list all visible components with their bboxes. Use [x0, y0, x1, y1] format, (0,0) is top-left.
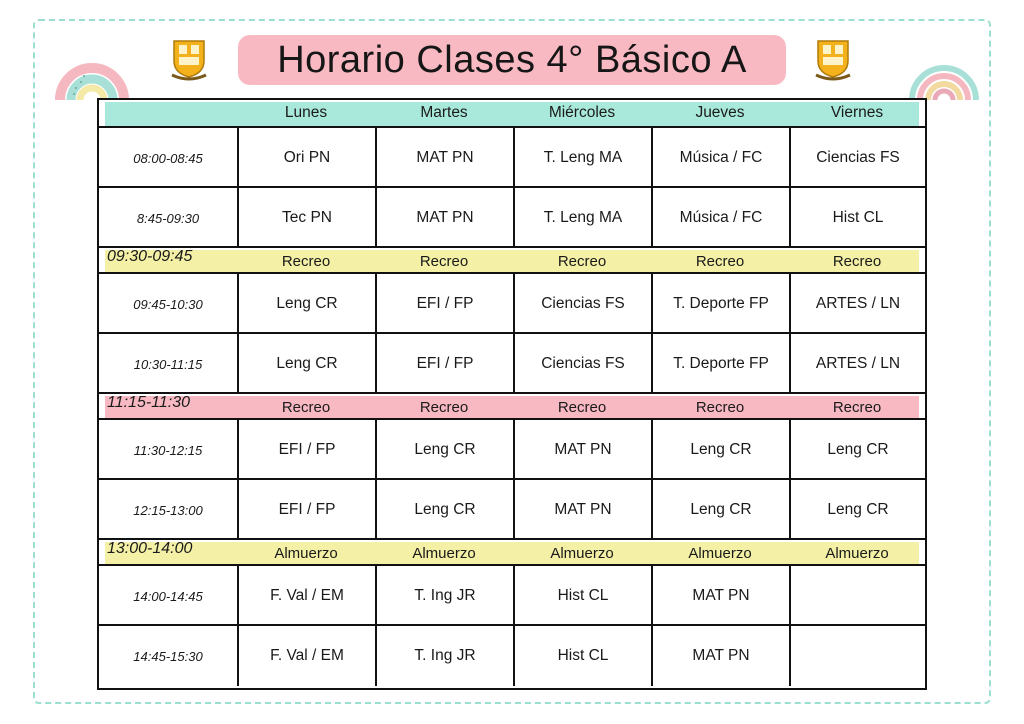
- class-cell: Música / FC: [651, 128, 789, 188]
- time-slot: 11:30-12:15: [133, 442, 203, 458]
- break-cell: Recreo: [557, 252, 607, 270]
- break-cell: Almuerzo: [825, 544, 889, 562]
- school-crest-icon: [812, 35, 854, 83]
- time-slot: 12:15-13:00: [133, 502, 203, 518]
- class-row: [99, 564, 925, 626]
- break-row: [99, 538, 925, 566]
- school-crest-icon: [168, 35, 210, 83]
- class-cell: F. Val / EM: [237, 626, 375, 686]
- class-cell: Hist CL: [789, 188, 925, 248]
- time-slot: 10:30-11:15: [133, 356, 203, 372]
- class-cell: T. Leng MA: [513, 188, 651, 248]
- class-cell: F. Val / EM: [237, 566, 375, 626]
- class-cell: T. Ing JR: [375, 566, 513, 626]
- rainbow-icon: [906, 36, 982, 102]
- class-cell: Música / FC: [651, 188, 789, 248]
- class-cell: Leng CR: [651, 480, 789, 540]
- class-cell: [789, 566, 925, 626]
- class-cell: T. Deporte FP: [651, 274, 789, 334]
- break-time: 11:15-11:30: [107, 394, 191, 411]
- class-row: [99, 186, 925, 248]
- day-header: Viernes: [830, 104, 884, 121]
- break-cell: Recreo: [419, 398, 469, 416]
- class-cell: EFI / FP: [375, 334, 513, 394]
- class-cell: Leng CR: [651, 420, 789, 480]
- class-cell: MAT PN: [375, 128, 513, 188]
- class-cell: EFI / FP: [375, 274, 513, 334]
- break-cell: Almuerzo: [688, 544, 752, 562]
- header-row: [99, 100, 925, 126]
- class-cell: [789, 626, 925, 686]
- day-header: Martes: [420, 104, 468, 121]
- class-cell: Hist CL: [513, 566, 651, 626]
- break-cell: Recreo: [695, 398, 745, 416]
- class-row: [99, 126, 925, 188]
- break-time: 09:30-09:45: [107, 248, 193, 265]
- break-row: [99, 392, 925, 420]
- break-cell: Almuerzo: [412, 544, 476, 562]
- class-cell: Hist CL: [513, 626, 651, 686]
- class-cell: MAT PN: [513, 480, 651, 540]
- class-cell: Leng CR: [237, 334, 375, 394]
- class-row: [99, 418, 925, 480]
- class-cell: Ciencias FS: [789, 128, 925, 188]
- break-cell: Recreo: [832, 398, 882, 416]
- break-cell: Recreo: [419, 252, 469, 270]
- class-cell: T. Ing JR: [375, 626, 513, 686]
- class-cell: MAT PN: [513, 420, 651, 480]
- class-row: [99, 332, 925, 394]
- class-cell: MAT PN: [651, 566, 789, 626]
- class-row: [99, 272, 925, 334]
- class-cell: Ciencias FS: [513, 274, 651, 334]
- time-slot: 08:00-08:45: [133, 150, 203, 166]
- break-cell: Recreo: [281, 398, 331, 416]
- break-cell: Recreo: [832, 252, 882, 270]
- class-cell: Leng CR: [375, 480, 513, 540]
- day-header: Jueves: [695, 104, 745, 121]
- day-header: Lunes: [284, 104, 328, 121]
- class-cell: MAT PN: [651, 626, 789, 686]
- time-slot: 14:00-14:45: [133, 588, 203, 604]
- class-cell: T. Leng MA: [513, 128, 651, 188]
- page-title: Horario Clases 4° Básico A: [238, 35, 786, 85]
- break-cell: Recreo: [695, 252, 745, 270]
- rainbow-icon: [54, 36, 130, 102]
- break-row: [99, 246, 925, 274]
- class-row: [99, 478, 925, 540]
- class-cell: Leng CR: [789, 480, 925, 540]
- day-header: Miércoles: [548, 104, 616, 121]
- schedule-table: [97, 98, 927, 690]
- break-cell: Almuerzo: [274, 544, 338, 562]
- time-slot: 09:45-10:30: [133, 296, 203, 312]
- class-cell: ARTES / LN: [789, 274, 925, 334]
- class-cell: T. Deporte FP: [651, 334, 789, 394]
- class-cell: MAT PN: [375, 188, 513, 248]
- break-cell: Recreo: [281, 252, 331, 270]
- class-cell: ARTES / LN: [789, 334, 925, 394]
- time-slot: 14:45-15:30: [133, 648, 203, 664]
- class-cell: Leng CR: [789, 420, 925, 480]
- class-cell: EFI / FP: [237, 420, 375, 480]
- break-cell: Almuerzo: [550, 544, 614, 562]
- class-cell: EFI / FP: [237, 480, 375, 540]
- class-cell: Ciencias FS: [513, 334, 651, 394]
- class-cell: Leng CR: [237, 274, 375, 334]
- class-cell: Leng CR: [375, 420, 513, 480]
- class-row: [99, 624, 925, 686]
- break-time: 13:00-14:00: [107, 540, 193, 557]
- class-cell: Ori PN: [237, 128, 375, 188]
- header-time-column: [99, 100, 237, 126]
- break-cell: Recreo: [557, 398, 607, 416]
- time-slot: 8:45-09:30: [136, 210, 200, 226]
- class-cell: Tec PN: [237, 188, 375, 248]
